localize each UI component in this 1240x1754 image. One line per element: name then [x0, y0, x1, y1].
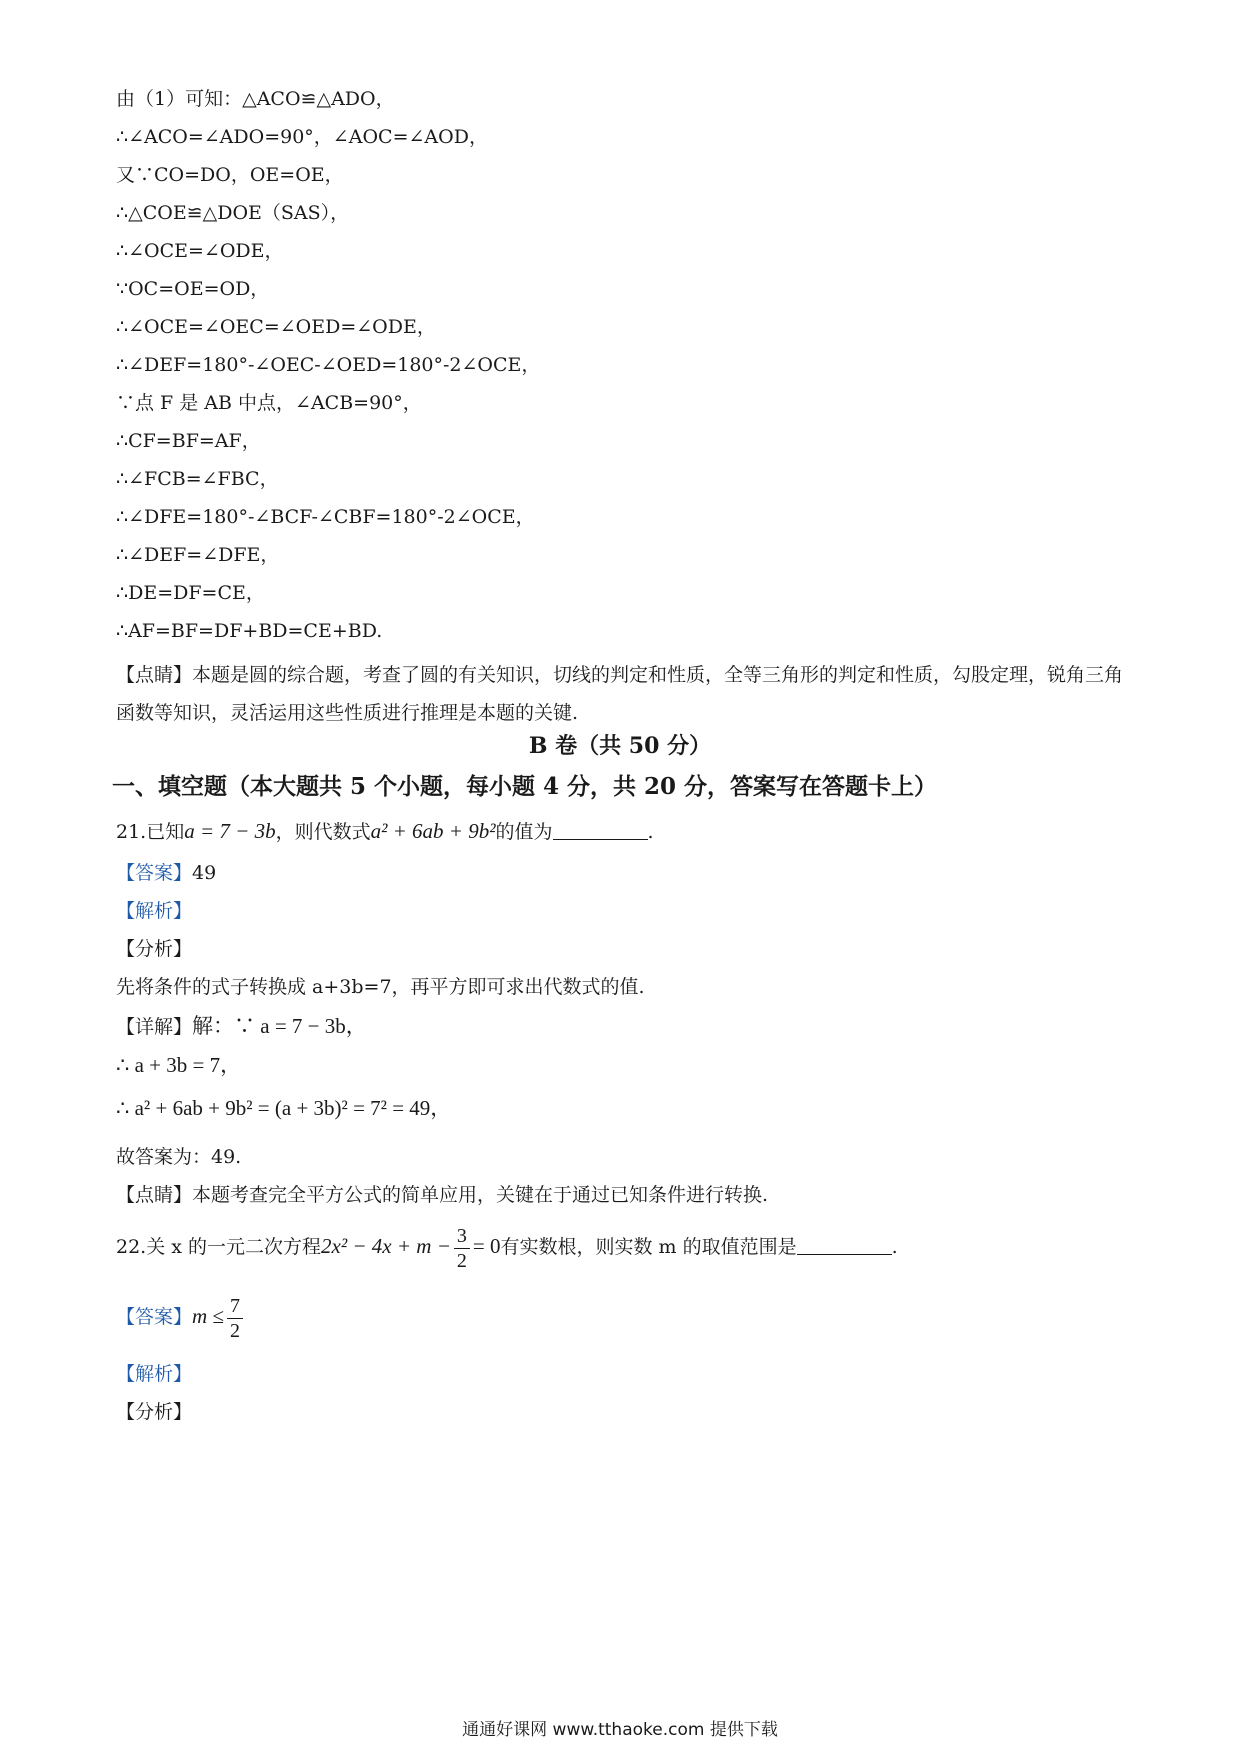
- fraction-denominator: 2: [229, 1319, 240, 1342]
- proof-line: ∴∠OCE=∠ODE，: [116, 240, 284, 262]
- answer-tag: 【答案】: [116, 1306, 193, 1328]
- detail-tag: 【详解】: [116, 1016, 193, 1038]
- q21-mid: ，则代数式: [275, 821, 371, 843]
- section-b-title: B 卷（共 50 分）: [528, 733, 712, 759]
- proof-line: ∴△COE≌△DOE（SAS），: [116, 202, 350, 224]
- q22-suffix: 有实数根，则实数 m 的取值范围是: [500, 1236, 797, 1258]
- q21-analysis: 先将条件的式子转换成 a+3b=7，再平方即可求出代数式的值.: [116, 976, 645, 998]
- q21-conclusion: 故答案为：49.: [116, 1146, 242, 1168]
- detail-step: 解：∵ a = 7 − 3b，: [192, 1014, 367, 1038]
- proof-line: ∴∠DFE=180°-∠BCF-∠CBF=180°-2∠OCE，: [116, 506, 535, 528]
- question-21: [116, 818, 654, 845]
- q21-detail-line: [116, 1013, 367, 1040]
- question-number: 22.: [116, 1236, 147, 1258]
- part-one-title: 一、填空题（本大题共 5 个小题，每小题 4 分，共 20 分，答案写在答题卡上）: [112, 773, 938, 800]
- answer-tag: 【答案】: [116, 862, 193, 884]
- proof-line: ∴∠DEF=∠DFE，: [116, 544, 280, 566]
- q21-answer: 49: [192, 862, 217, 884]
- proof-line: ∴AF=BF=DF+BD=CE+BD.: [116, 620, 383, 642]
- fraction-denominator: 2: [456, 1249, 467, 1272]
- page-footer: 通通好课网 www.tthaoke.com 提供下载: [462, 1720, 778, 1740]
- jiexi-tag: 【解析】: [116, 900, 193, 922]
- q22-answer-line: [116, 1288, 246, 1345]
- proof-line: ∵点 F 是 AB 中点，∠ACB=90°，: [116, 392, 422, 414]
- q21-condition: a = 7 − 3b: [184, 819, 276, 843]
- proof-line: 又∵CO=DO，OE=OE，: [116, 164, 344, 186]
- proof-line: ∴∠ACO=∠ADO=90°，∠AOC=∠AOD，: [116, 126, 488, 148]
- detail-step: ∴ a² + 6ab + 9b² = (a + 3b)² = 7² = 49，: [116, 1096, 452, 1120]
- q22-end: .: [891, 1236, 898, 1258]
- q22-prefix: 关 x 的一元二次方程: [146, 1236, 322, 1258]
- proof-line: ∴CF=BF=AF，: [116, 430, 261, 452]
- dianjing-text: 本题是圆的综合题，考查了圆的有关知识，切线的判定和性质，全等三角形的判定和性质，勾股定理，锐角三角函数等知识，灵活运用这些性质进行推理是本题的关键.: [116, 664, 1124, 724]
- q21-prefix: 已知: [146, 821, 185, 843]
- answer-blank: [797, 1236, 892, 1255]
- answer-blank: [553, 821, 648, 840]
- q21-expression: a² + 6ab + 9b²: [370, 819, 496, 843]
- proof-line: 由（1）可知：△ACO≌△ADO，: [116, 88, 395, 110]
- dianjing-tag: 【点睛】: [116, 664, 193, 686]
- q21-answer-line: [116, 860, 216, 886]
- fenxi-tag: 【分析】: [116, 1401, 193, 1423]
- fraction-numerator: 3: [454, 1224, 470, 1249]
- question-number: 21.: [116, 821, 147, 843]
- q21-dianjing: [116, 1182, 768, 1208]
- fraction-numerator: 7: [227, 1294, 243, 1319]
- dianjing-text: 本题考查完全平方公式的简单应用，关键在于通过已知条件进行转换.: [192, 1184, 769, 1206]
- proof-line: ∵OC=OE=OD，: [116, 278, 270, 300]
- dianjing-tag: 【点睛】: [116, 1184, 193, 1206]
- detail-step: ∴ a + 3b = 7，: [116, 1053, 242, 1077]
- fraction: [227, 1294, 243, 1343]
- q21-suffix: 的值为: [495, 821, 553, 843]
- q22-equation-left: 2x² − 4x + m −: [321, 1234, 451, 1258]
- proof-line: ∴∠OCE=∠OEC=∠OED=∠ODE，: [116, 316, 436, 338]
- fraction: [454, 1224, 470, 1273]
- proof-line: ∴∠FCB=∠FBC，: [116, 468, 279, 490]
- jiexi-tag: 【解析】: [116, 1363, 193, 1385]
- proof-line: ∴∠DEF=180°-∠OEC-∠OED=180°-2∠OCE，: [116, 354, 541, 376]
- fenxi-tag: 【分析】: [116, 938, 193, 960]
- proof-line: ∴DE=DF=CE，: [116, 582, 265, 604]
- q22-answer: m ≤: [192, 1304, 224, 1328]
- question-22: [116, 1218, 898, 1275]
- q22-equation-right: = 0: [472, 1234, 501, 1258]
- dianjing-paragraph: [116, 656, 1136, 732]
- q21-end: .: [647, 821, 654, 843]
